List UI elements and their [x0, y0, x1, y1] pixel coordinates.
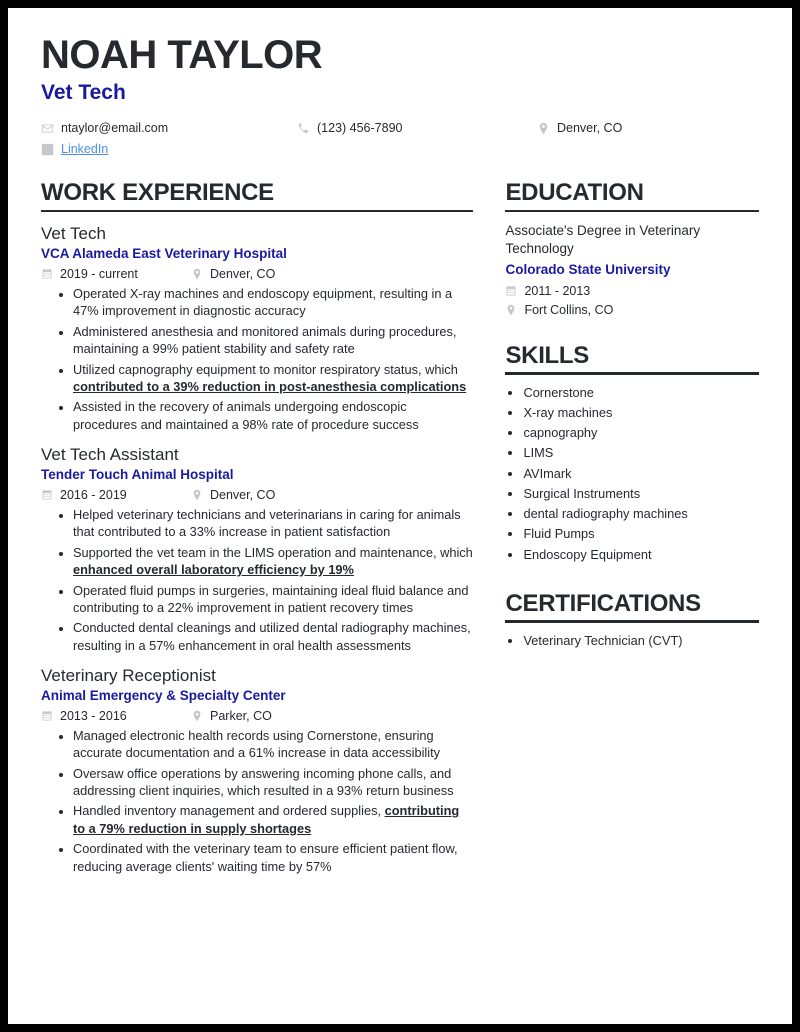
entry-bullet-list: [41, 506, 473, 654]
contact-linkedin-link[interactable]: LinkedIn: [61, 142, 109, 157]
skill-item: • Surgical Instruments: [523, 484, 759, 504]
entry-bullet: • Operated fluid pumps in surgeries, maintaining ideal fluid balance and contributing to a 22% improvement in patient recovery times: [73, 582, 473, 617]
entry-bullet: • Helped veterinary technicians and veterinarians in caring for animals that contributed to a 33% increase in patient satisfaction: [73, 506, 473, 541]
entry-organization: Animal Emergency & Specialty Center: [41, 688, 286, 704]
entry-job-title: Veterinary Receptionist: [41, 666, 216, 686]
education-dates-text: 2011 - 2013: [524, 283, 591, 298]
section-divider: [505, 620, 759, 623]
bullet-emphasis: enhanced overall laboratory efficiency by 19%: [73, 562, 354, 578]
entry-bullet: • Coordinated with the veterinary team to ensure efficient patient flow, reducing average clients' waiting time by 57%: [73, 840, 473, 875]
resume-header: [41, 34, 759, 156]
entry-location: [191, 267, 275, 281]
skill-item: • Endoscopy Equipment: [523, 545, 759, 565]
contact-phone[interactable]: [297, 121, 537, 135]
entry-bullet: • Oversaw office operations by answering incoming phone calls, and addressing client inquiries, which resulted in a 93% return business: [73, 765, 473, 800]
calendar-icon: [41, 268, 53, 280]
entry-job-title: Vet Tech: [41, 224, 106, 244]
entry-location-text: Denver, CO: [210, 267, 276, 282]
entry-meta: [41, 267, 473, 281]
contact-location-text: Denver, CO: [557, 121, 623, 136]
section-title-education: EDUCATION: [505, 179, 644, 207]
certifications-list: [505, 631, 759, 651]
education-location: [505, 303, 759, 317]
contact-location: [537, 121, 622, 135]
contact-email[interactable]: [41, 121, 297, 135]
map-pin-icon: [191, 710, 203, 722]
education-section: [505, 180, 759, 317]
skill-item: • Fluid Pumps: [523, 524, 759, 544]
page-title: NOAH TAYLOR: [41, 33, 323, 77]
skills-list: [505, 383, 759, 565]
calendar-icon: [505, 285, 517, 297]
resume-page: [8, 8, 792, 1024]
contact-linkedin[interactable]: [41, 142, 297, 156]
resume-body: [41, 180, 759, 878]
entry-dates: [41, 709, 191, 723]
entry-bullet: • Handled inventory management and ordered supplies, contributing to a 79% reduction in supply shortages: [73, 802, 473, 837]
phone-icon: [297, 122, 310, 135]
education-dates: [505, 284, 759, 298]
work-experience-entry: [41, 665, 473, 875]
work-experience-entry: [41, 223, 473, 433]
section-title-skills: SKILLS: [505, 341, 589, 369]
entry-location-text: Parker, CO: [210, 708, 272, 723]
skill-item: • LIMS: [523, 443, 759, 463]
certification-item: • Veterinary Technician (CVT): [523, 631, 759, 651]
header-job-title: Vet Tech: [41, 81, 126, 105]
left-column: [41, 180, 473, 878]
entry-dates: [41, 267, 191, 281]
work-experience-list: [41, 223, 473, 875]
skill-item: • dental radiography machines: [523, 504, 759, 524]
entry-bullet-list: [41, 285, 473, 433]
skill-item: • X-ray machines: [523, 403, 759, 423]
entry-job-title: Vet Tech Assistant: [41, 445, 179, 465]
section-divider: [505, 210, 759, 213]
envelope-icon: [41, 122, 54, 135]
entry-dates-text: 2013 - 2016: [60, 708, 127, 723]
entry-location: [191, 709, 272, 723]
education-list: [505, 222, 759, 317]
entry-bullet: • Assisted in the recovery of animals undergoing endoscopic procedures and maintained a 98% rate of procedure success: [73, 398, 473, 433]
contact-phone-text: (123) 456-7890: [317, 121, 403, 136]
bullet-emphasis: contributed to a 39% reduction in post-anesthesia complications: [73, 378, 467, 394]
skill-item: • capnography: [523, 423, 759, 443]
right-column: [505, 180, 759, 878]
entry-bullet-list: [41, 727, 473, 875]
entry-bullet: • Conducted dental cleanings and utilized dental radiography machines, resulting in a 57% enhancement in oral health assessments: [73, 619, 473, 654]
certifications-section: [505, 591, 759, 651]
work-experience-entry: [41, 444, 473, 654]
entry-meta: [41, 488, 473, 502]
skills-section: [505, 343, 759, 565]
entry-bullet: • Utilized capnography equipment to monitor respiratory status, which contributed to a 39% reduction in post-anesthesia complications: [73, 361, 473, 396]
section-title-work-experience: WORK EXPERIENCE: [41, 179, 274, 207]
skill-item: • Cornerstone: [523, 383, 759, 403]
linkedin-icon: [41, 143, 54, 156]
map-pin-icon: [505, 304, 517, 316]
entry-organization: Tender Touch Animal Hospital: [41, 467, 234, 483]
contact-row-secondary: [41, 142, 759, 156]
entry-dates-text: 2019 - current: [60, 267, 138, 282]
entry-organization: VCA Alameda East Veterinary Hospital: [41, 246, 287, 262]
entry-location: [191, 488, 275, 502]
contact-row-primary: [41, 121, 759, 135]
entry-bullet: • Managed electronic health records using Cornerstone, ensuring accurate documentation and a 61% increase in data accessibility: [73, 727, 473, 762]
education-location-text: Fort Collins, CO: [524, 302, 614, 317]
map-pin-icon: [191, 268, 203, 280]
map-pin-icon: [191, 489, 203, 501]
entry-dates: [41, 488, 191, 502]
entry-bullet: • Supported the vet team in the LIMS operation and maintenance, which enhanced overall laboratory efficiency by 19%: [73, 544, 473, 579]
contact-email-text: ntaylor@email.com: [61, 121, 169, 136]
bullet-emphasis: contributing to a 79% reduction in supply shortages: [73, 803, 460, 836]
skill-item: • AVImark: [523, 464, 759, 484]
education-school: Colorado State University: [505, 262, 671, 278]
entry-meta: [41, 709, 473, 723]
section-divider: [41, 210, 473, 213]
entry-dates-text: 2016 - 2019: [60, 487, 127, 502]
education-degree: Associate's Degree in Veterinary Technology: [505, 223, 701, 256]
map-pin-icon: [537, 122, 550, 135]
section-title-certifications: CERTIFICATIONS: [505, 589, 701, 617]
entry-bullet: • Operated X-ray machines and endoscopy equipment, resulting in a 47% improvement in diagnostic accuracy: [73, 285, 473, 320]
section-divider: [505, 372, 759, 375]
entry-location-text: Denver, CO: [210, 487, 276, 502]
education-entry: [505, 222, 759, 317]
entry-bullet: • Administered anesthesia and monitored animals during procedures, maintaining a 99% patient stability and safety rate: [73, 323, 473, 358]
calendar-icon: [41, 710, 53, 722]
calendar-icon: [41, 489, 53, 501]
